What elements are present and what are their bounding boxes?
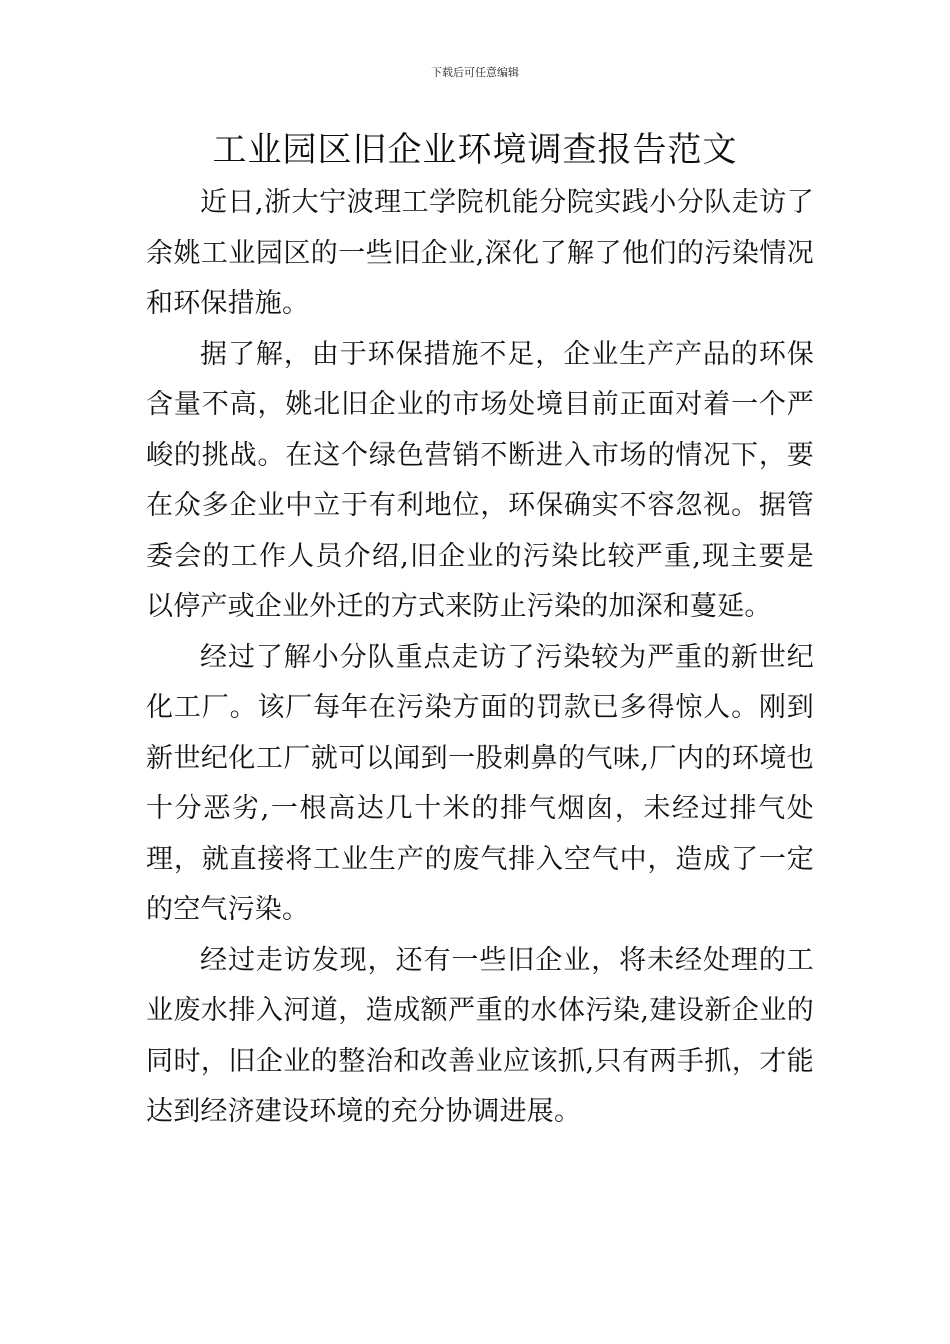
document-body	[146, 178, 814, 1138]
paragraph-intro: 近日,浙大宁波理工学院机能分院实践小分队走访了余姚工业园区的一些旧企业,深化了解了他们的污染情况和环保措施。	[146, 187, 814, 319]
paragraph-conclusion: 经过走访发现，还有一些旧企业，将未经处理的工业废水排入河道，造成额严重的水体污染,建设新企业的同时，旧企业的整治和改善业应该抓,只有两手抓，才能达到经济建设环境的充分协调进展。	[146, 944, 814, 1127]
paragraph-background: 据了解，由于环保措施不足，企业生产产品的环保含量不高，姚北旧企业的市场处境目前正面对着一个严峻的挑战。在这个绿色营销不断进入市场的情况下，要在众多企业中立于有利地位，环保确实不容忽视。据管委会的工作人员介绍,旧企业的污染比较严重,现主要是以停产或企业外迁的方式来防止污染的加深和蔓延。	[146, 338, 814, 622]
paragraph-factory-visit: 经过了解小分队重点走访了污染较为严重的新世纪化工厂。该厂每年在污染方面的罚款已多得惊人。刚到新世纪化工厂就可以闻到一股刺鼻的气味,厂内的环境也十分恶劣,一根高达几十米的排气烟囱，未经过排气处理，就直接将工业生产的废气排入空气中，造成了一定的空气污染。	[146, 641, 814, 925]
document-title: 工业园区旧企业环境调查报告范文	[212, 130, 738, 170]
header-note: 下载后可任意编辑	[431, 66, 519, 79]
